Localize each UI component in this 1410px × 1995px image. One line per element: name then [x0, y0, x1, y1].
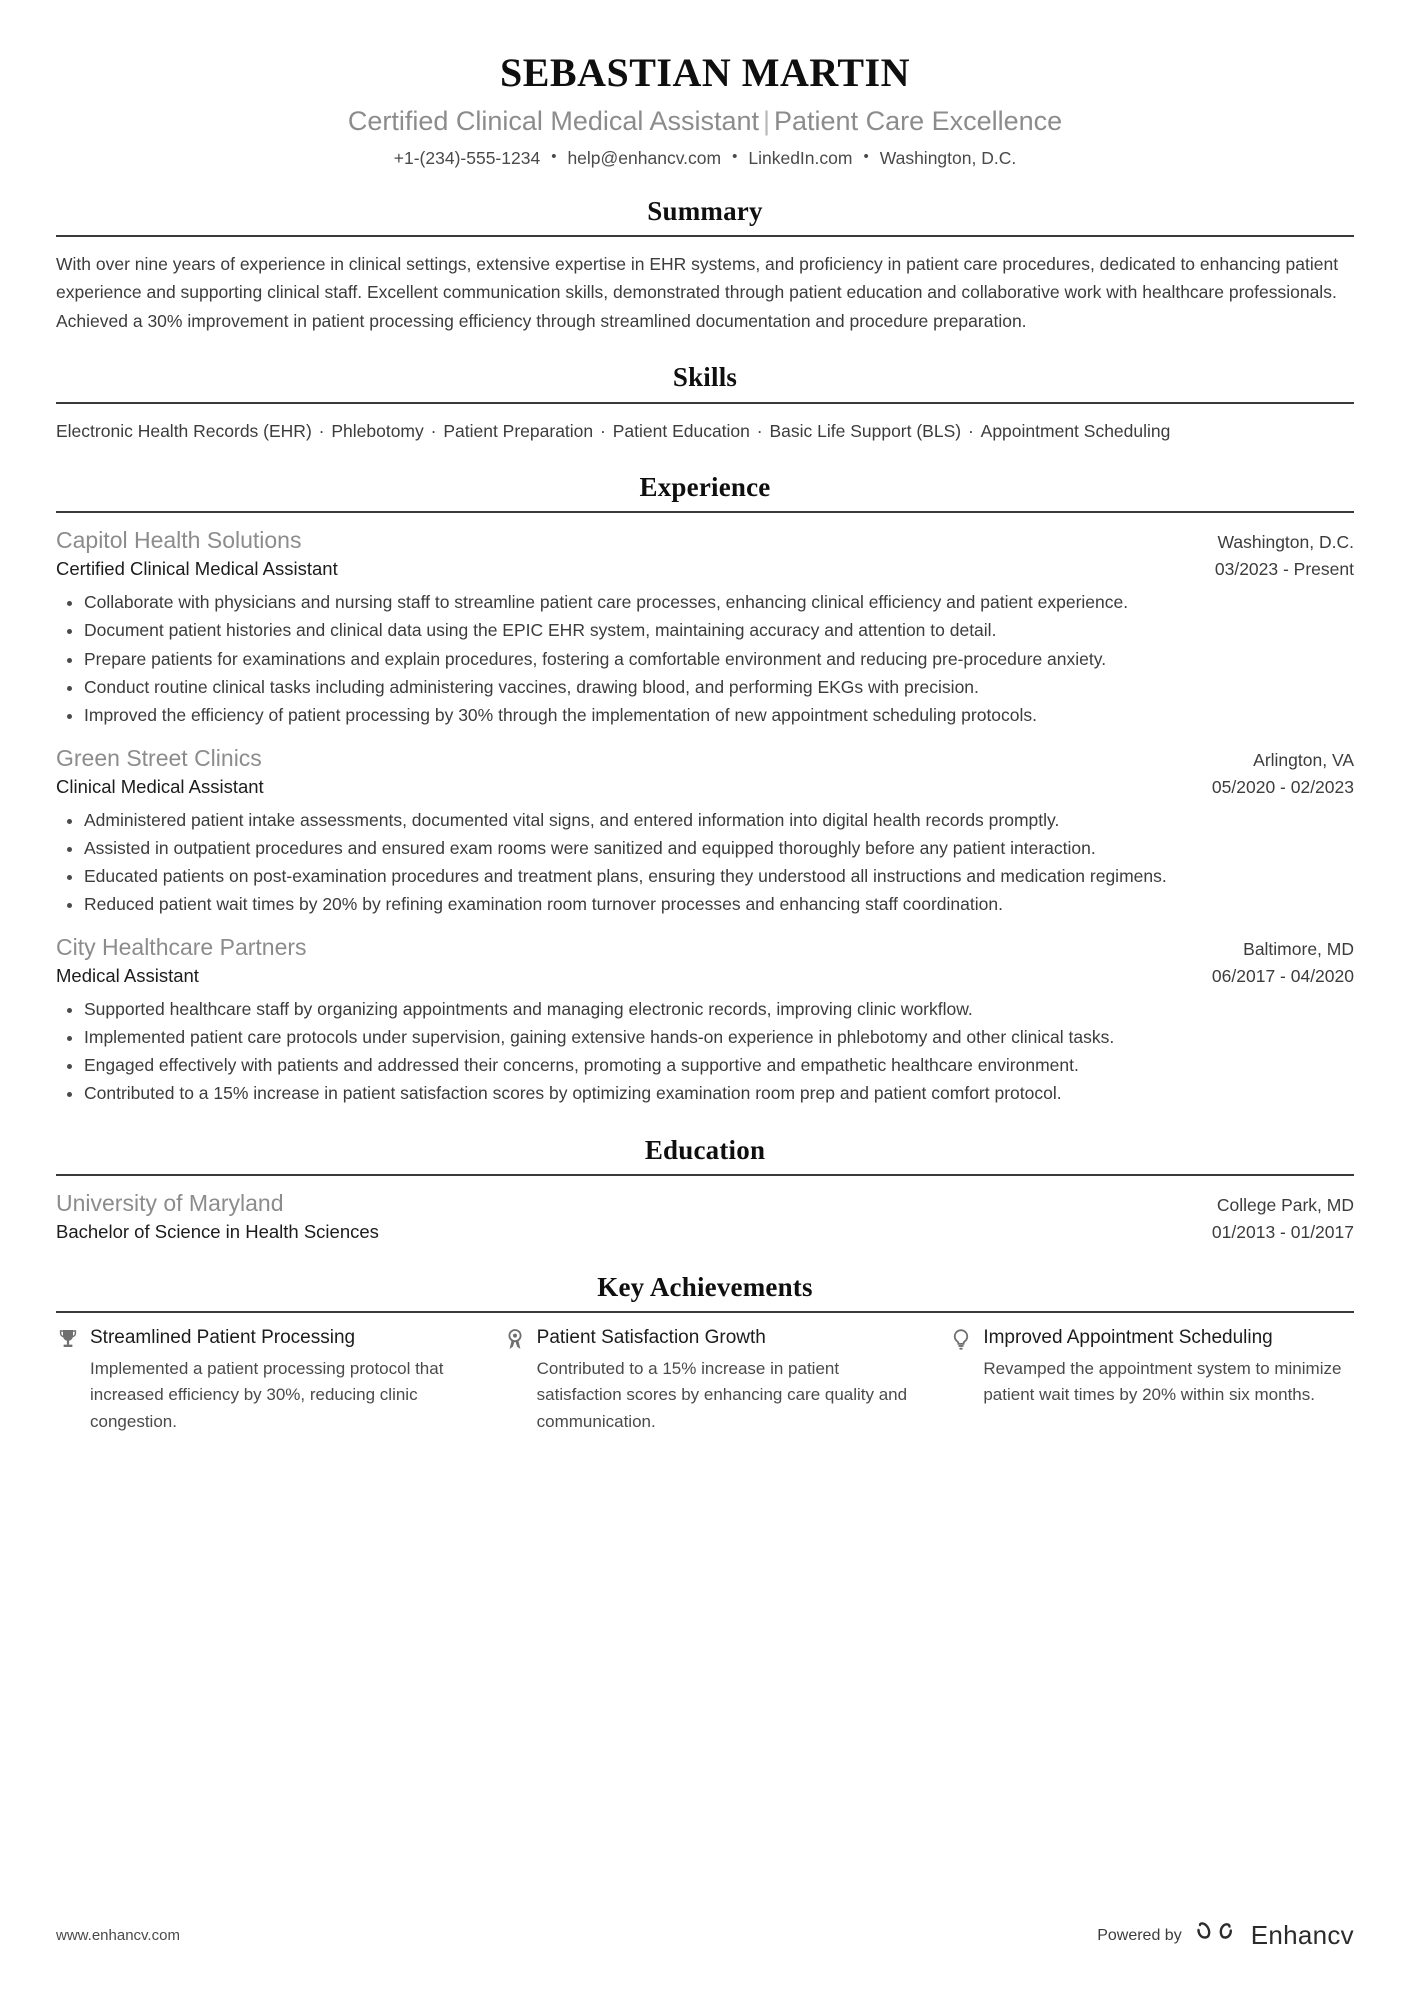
section-title-experience: Experience	[639, 471, 771, 502]
skill-item: Phlebotomy	[331, 420, 424, 441]
entry-bullet: Document patient histories and clinical data using the EPIC EHR system, maintaining accuracy and attention to detail.	[82, 617, 1354, 644]
section-skills	[56, 361, 1354, 445]
entry-organization: City Healthcare Partners	[56, 933, 307, 960]
achievement-body	[90, 1326, 461, 1435]
achievement-body	[537, 1326, 908, 1435]
entry-header-row	[56, 526, 1354, 556]
entry-bullet: Contributed to a 15% increase in patient satisfaction scores by optimizing examination room prep and patient comfort protocol.	[82, 1080, 1354, 1107]
headline-divider: |	[763, 106, 771, 136]
achievement-title: Improved Appointment Scheduling	[983, 1327, 1273, 1349]
candidate-headline	[56, 105, 1354, 139]
entry-header-row	[56, 1189, 1354, 1219]
section-rule	[56, 235, 1354, 237]
entry-header-row	[56, 744, 1354, 774]
entry-organization: University of Maryland	[56, 1190, 284, 1217]
entry-bullet: Administered patient intake assessments, documented vital signs, and entered information into digital health records promptly.	[82, 807, 1354, 834]
section-summary	[56, 195, 1354, 335]
entry-organization: Green Street Clinics	[56, 744, 262, 771]
section-rule	[56, 402, 1354, 404]
entry-bullet-list	[56, 589, 1354, 729]
achievement-description: Revamped the appointment system to minimize patient wait times by 20% within six months.	[983, 1359, 1342, 1405]
skill-item: Patient Education	[612, 420, 750, 441]
entry-dates: 03/2023 - Present	[1214, 559, 1354, 580]
contact-row	[56, 148, 1354, 169]
entry-bullet: Engaged effectively with patients and addressed their concerns, promoting a supportive and empathetic healthcare environment.	[82, 1052, 1354, 1079]
entry-role: Certified Clinical Medical Assistant	[56, 558, 338, 580]
entry-location: Washington, D.C.	[1217, 532, 1354, 553]
skills-list	[56, 417, 1354, 445]
skill-item: Appointment Scheduling	[980, 420, 1171, 441]
achievement-item	[949, 1326, 1354, 1435]
entry-dates: 01/2013 - 01/2017	[1211, 1222, 1354, 1243]
entry-bullet-list	[56, 996, 1354, 1108]
entry-role-row	[56, 557, 1354, 582]
experience-entries	[56, 526, 1354, 1107]
enhancv-brand-name: Enhancv	[1250, 1920, 1354, 1950]
entry-location: College Park, MD	[1216, 1195, 1354, 1216]
entry-bullet: Conduct routine clinical tasks including administering vaccines, drawing blood, and performing EKGs with precision.	[82, 674, 1354, 701]
lightbulb-icon	[949, 1326, 973, 1352]
entry	[56, 744, 1354, 919]
entry	[56, 933, 1354, 1108]
candidate-name: SEBASTIAN MARTIN	[499, 50, 910, 95]
entry	[56, 526, 1354, 729]
footer-url[interactable]: www.enhancv.com	[56, 1927, 180, 1944]
achievement-title: Streamlined Patient Processing	[90, 1327, 356, 1349]
education-entries	[56, 1189, 1354, 1245]
entry-dates: 06/2017 - 04/2020	[1211, 965, 1354, 986]
skill-item: Basic Life Support (BLS)	[769, 420, 962, 441]
entry-bullet: Improved the efficiency of patient processing by 30% through the implementation of new appointment scheduling protocols.	[82, 702, 1354, 729]
achievement-item	[503, 1326, 908, 1435]
contact-separator: •	[551, 147, 557, 165]
skill-item: Electronic Health Records (EHR)	[56, 420, 312, 441]
section-rule	[56, 511, 1354, 513]
contact-linkedin[interactable]: LinkedIn.com	[748, 147, 853, 168]
entry-bullet: Reduced patient wait times by 20% by refining examination room turnover processes and enhancing staff coordination.	[82, 891, 1354, 918]
summary-text: With over nine years of experience in clinical settings, extensive expertise in EHR systems, and proficiency in patient care procedures, dedicated to enhancing patient experience and supporting clinical staff. Excellent communication skills, demonstrated through patient education and collaborative work with healthcare professionals. Achieved a 30% improvement in patient processing efficiency through streamlined documentation and procedure preparation.	[56, 254, 1339, 331]
section-experience	[56, 471, 1354, 1108]
entry-bullet-list	[56, 807, 1354, 919]
contact-phone: +1-(234)-555-1234	[393, 147, 541, 168]
section-rule	[56, 1174, 1354, 1176]
skill-separator: ·	[595, 420, 611, 441]
headline-secondary: Patient Care Excellence	[774, 106, 1063, 136]
resume-footer	[56, 1920, 1354, 1951]
section-education	[56, 1134, 1354, 1245]
achievement-description: Contributed to a 15% increase in patient satisfaction scores by enhancing care quality and communication.	[536, 1359, 908, 1431]
entry-role: Medical Assistant	[56, 964, 199, 986]
skill-item: Patient Preparation	[443, 420, 594, 441]
entry-role-row	[56, 1220, 1354, 1245]
entry-bullet: Assisted in outpatient procedures and ensured exam rooms were sanitized and equipped thoroughly before any patient interaction.	[82, 835, 1354, 862]
entry-role-row	[56, 964, 1354, 989]
achievement-item	[56, 1326, 461, 1435]
resume-header	[56, 40, 1354, 169]
entry-bullet: Supported healthcare staff by organizing appointments and managing electronic records, improving clinic workflow.	[82, 996, 1354, 1023]
skill-separator: ·	[425, 420, 442, 441]
section-title-education: Education	[644, 1134, 766, 1165]
section-title-summary: Summary	[647, 195, 763, 226]
achievement-description: Implemented a patient processing protocol that increased efficiency by 30%, reducing clinic congestion.	[90, 1359, 444, 1431]
entry-bullet: Prepare patients for examinations and explain procedures, fostering a comfortable environment and reducing pre-procedure anxiety.	[82, 646, 1354, 673]
skill-separator: ·	[963, 420, 979, 441]
achievement-title: Patient Satisfaction Growth	[536, 1327, 766, 1349]
achievement-body	[983, 1326, 1354, 1408]
entry-role: Bachelor of Science in Health Sciences	[56, 1221, 379, 1243]
entry-dates: 05/2020 - 02/2023	[1211, 776, 1354, 797]
trophy-icon	[56, 1326, 80, 1352]
contact-separator: •	[863, 147, 869, 165]
section-title-key-achievements: Key Achievements	[597, 1271, 813, 1302]
entry-role-row	[56, 775, 1354, 800]
entry-location: Arlington, VA	[1253, 749, 1354, 770]
entry-header-row	[56, 933, 1354, 963]
achievements-grid	[56, 1326, 1354, 1435]
award-ribbon-icon	[503, 1326, 527, 1352]
entry-bullet: Collaborate with physicians and nursing staff to streamline patient care processes, enhancing clinical efficiency and patient experience.	[82, 589, 1354, 616]
entry-bullet: Educated patients on post-examination procedures and treatment plans, ensuring they understood all instructions and medication regimens.	[82, 863, 1354, 890]
headline-primary: Certified Clinical Medical Assistant	[347, 106, 759, 136]
powered-by-label: Powered by	[1097, 1926, 1182, 1944]
skill-separator: ·	[313, 420, 330, 441]
skill-separator: ·	[751, 420, 768, 441]
entry-organization: Capitol Health Solutions	[56, 527, 302, 554]
section-rule	[56, 1311, 1354, 1313]
contact-separator: •	[732, 147, 738, 165]
section-title-skills: Skills	[672, 362, 738, 393]
contact-location: Washington, D.C.	[879, 147, 1017, 168]
contact-email[interactable]: help@enhancv.com	[567, 147, 722, 168]
footer-brand	[1097, 1920, 1354, 1951]
enhancv-logo-icon	[1196, 1920, 1242, 1951]
entry-role: Clinical Medical Assistant	[56, 775, 264, 797]
entry-location: Baltimore, MD	[1243, 938, 1354, 959]
entry	[56, 1189, 1354, 1245]
entry-bullet: Implemented patient care protocols under supervision, gaining extensive hands-on experience in phlebotomy and other clinical tasks.	[82, 1024, 1354, 1051]
section-key-achievements	[56, 1271, 1354, 1435]
enhancv-brand-lockup	[1196, 1920, 1354, 1951]
